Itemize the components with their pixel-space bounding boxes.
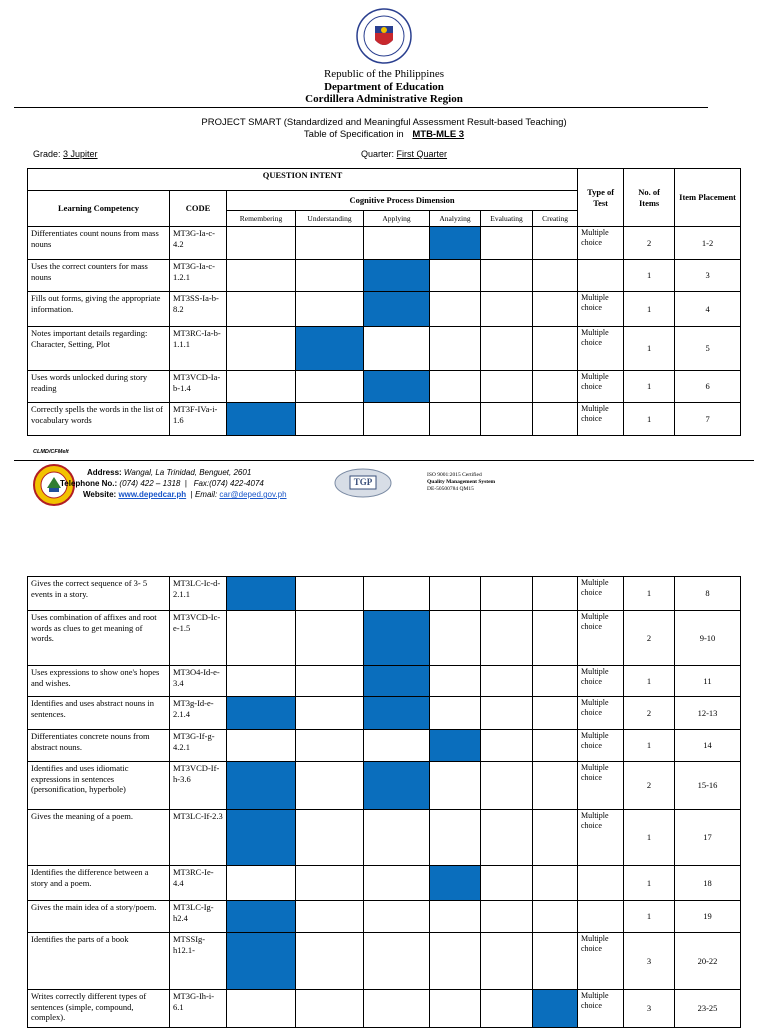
level-cell-evaluating: [481, 371, 533, 403]
level-cell-analyzing: [430, 371, 481, 403]
level-cell-applying: [364, 762, 430, 810]
competency-cell: Differentiates concrete nouns from abstract nouns.: [28, 730, 170, 762]
tos-table-page1: [27, 168, 741, 436]
type-of-test-cell: Multiple choice: [578, 762, 624, 810]
fax-value: Fax:(074) 422-4074: [193, 479, 264, 488]
project-line: PROJECT SMART (Standardized and Meaningful Assessment Result-based Teaching): [201, 117, 567, 128]
level-cell-creating: [533, 611, 578, 666]
code-cell: MT3LC-Ig-h2.4: [170, 901, 227, 933]
level-cell-applying: [364, 901, 430, 933]
code-cell: MT3G-Ih-i-6.1: [170, 990, 227, 1028]
no-of-items-cell: 1: [624, 371, 675, 403]
level-cell-analyzing: [430, 292, 481, 327]
level-cell-remembering: [227, 577, 296, 611]
deped-seal: [356, 8, 412, 64]
page1-rows: [28, 227, 741, 436]
item-placement-cell: 14: [675, 730, 741, 762]
no-of-items-header: No. of Items: [624, 169, 675, 227]
table-row: [28, 866, 741, 901]
address-line: [87, 468, 251, 477]
no-of-items-cell: 1: [624, 730, 675, 762]
type-of-test-cell: Multiple choice: [578, 933, 624, 990]
item-placement-cell: 9-10: [675, 611, 741, 666]
code-cell: MT3G-Ia-c-1.2.1: [170, 260, 227, 292]
tgp-text: TGP: [353, 477, 373, 487]
iso-line3: DE-50500784 QM15: [427, 486, 474, 492]
code-cell: MTSSIg-h12.1-: [170, 933, 227, 990]
type-of-test-cell: Multiple choice: [578, 666, 624, 697]
level-cell-creating: [533, 990, 578, 1028]
level-cell-applying: [364, 730, 430, 762]
tos-table-page2: [27, 576, 741, 1028]
table-row: [28, 933, 741, 990]
code-cell: MT3O4-Id-e-3.4: [170, 666, 227, 697]
level-cell-creating: [533, 730, 578, 762]
quarter-line: [361, 149, 447, 159]
table-row: [28, 577, 741, 611]
level-cell-creating: [533, 810, 578, 866]
level-cell-applying: [364, 403, 430, 436]
level-cell-creating: [533, 292, 578, 327]
tos-subject: MTB-MLE 3: [412, 129, 465, 140]
table-row: [28, 990, 741, 1028]
level-cell-remembering: [227, 327, 296, 371]
level-cell-understanding: [296, 990, 364, 1028]
telephone-label: Telephone No.:: [60, 479, 118, 488]
type-of-test-cell: Multiple choice: [578, 611, 624, 666]
level-cell-remembering: [227, 611, 296, 666]
type-of-test-cell: Multiple choice: [578, 730, 624, 762]
competency-cell: Uses expressions to show one's hopes and wishes.: [28, 666, 170, 697]
level-cell-applying: [364, 933, 430, 990]
code-cell: MT3LC-Ic-d-2.1.1: [170, 577, 227, 611]
no-of-items-cell: 2: [624, 762, 675, 810]
header-line3: Cordillera Administrative Region: [305, 93, 463, 105]
address-label: Address:: [87, 468, 122, 477]
website-link[interactable]: www.depedcar.ph: [118, 490, 187, 499]
item-placement-cell: 15-16: [675, 762, 741, 810]
table-row: [28, 371, 741, 403]
level-cell-understanding: [296, 866, 364, 901]
tos-prefix: Table of Specification in: [303, 129, 404, 140]
code-cell: MT3G-Ia-c-4.2: [170, 227, 227, 260]
code-header: CODE: [170, 191, 227, 227]
code-cell: MT3VCD-Ia-b-1.4: [170, 371, 227, 403]
table-row: [28, 227, 741, 260]
item-placement-cell: 1-2: [675, 227, 741, 260]
type-of-test-cell: Multiple choice: [578, 227, 624, 260]
level-cell-creating: [533, 866, 578, 901]
level-cell-creating: [533, 371, 578, 403]
seal-icon: [356, 8, 412, 64]
page2-rows: [28, 577, 741, 1028]
table-row: [28, 292, 741, 327]
iso-block: [427, 472, 495, 493]
level-cell-evaluating: [481, 403, 533, 436]
website-label: Website:: [83, 490, 117, 499]
telephone-value: (074) 422 – 1318: [119, 479, 181, 488]
level-cell-applying: [364, 866, 430, 901]
quarter-label: Quarter:: [361, 149, 395, 159]
no-of-items-cell: 1: [624, 292, 675, 327]
item-placement-cell: 18: [675, 866, 741, 901]
competency-cell: Identifies the parts of a book: [28, 933, 170, 990]
level-cell-evaluating: [481, 292, 533, 327]
level-cell-remembering: [227, 371, 296, 403]
item-placement-cell: 11: [675, 666, 741, 697]
type-of-test-header: Type of Test: [578, 169, 624, 227]
level-cell-evaluating: [481, 327, 533, 371]
level-cell-understanding: [296, 762, 364, 810]
level-cell-understanding: [296, 403, 364, 436]
competency-cell: Uses combination of affixes and root words as clues to get meaning of words.: [28, 611, 170, 666]
header-rule: [14, 107, 708, 108]
level-cell-applying: [364, 260, 430, 292]
address-value: Wangal, La Trinidad, Benguet, 2601: [123, 468, 252, 477]
competency-cell: Differentiates count nouns from mass nouns: [28, 227, 170, 260]
no-of-items-cell: 2: [624, 611, 675, 666]
code-cell: MT3LC-If-2.3: [170, 810, 227, 866]
competency-cell: Identifies and uses idiomatic expressions in sentences (personification, hyperbole): [28, 762, 170, 810]
competency-cell: Fills out forms, giving the appropriate information.: [28, 292, 170, 327]
level-applying: Applying: [364, 211, 430, 227]
level-cell-creating: [533, 697, 578, 730]
level-cell-creating: [533, 666, 578, 697]
level-cell-evaluating: [481, 666, 533, 697]
footer-rule: [14, 460, 754, 461]
code-cell: MT3RC-Ie-4.4: [170, 866, 227, 901]
level-cell-remembering: [227, 901, 296, 933]
no-of-items-cell: 1: [624, 666, 675, 697]
item-placement-header: Item Placement: [675, 169, 741, 227]
level-cell-understanding: [296, 577, 364, 611]
grade-value: 3 Jupiter: [63, 149, 98, 159]
item-placement-cell: 20-22: [675, 933, 741, 990]
level-analyzing: Analyzing: [430, 211, 481, 227]
no-of-items-cell: 1: [624, 403, 675, 436]
iso-line1: ISO 9001:2015 Certified: [427, 472, 482, 478]
item-placement-cell: 6: [675, 371, 741, 403]
code-cell: MT3F-IVa-i-1.6: [170, 403, 227, 436]
competency-cell: Gives the meaning of a poem.: [28, 810, 170, 866]
level-cell-understanding: [296, 933, 364, 990]
type-of-test-cell: Multiple choice: [578, 371, 624, 403]
type-of-test-cell: Multiple choice: [578, 810, 624, 866]
no-of-items-cell: 3: [624, 933, 675, 990]
competency-cell: Uses the correct counters for mass nouns: [28, 260, 170, 292]
level-cell-applying: [364, 810, 430, 866]
no-of-items-cell: 1: [624, 866, 675, 901]
phone-line: Telephone No.: (074) 422 – 1318 | Fax:(074) 422-4074: [60, 479, 264, 488]
level-cell-applying: [364, 611, 430, 666]
cognitive-process-header: Cognitive Process Dimension: [227, 191, 578, 211]
competency-cell: Gives the correct sequence of 3- 5 events in a story.: [28, 577, 170, 611]
level-cell-analyzing: [430, 810, 481, 866]
level-cell-understanding: [296, 697, 364, 730]
level-cell-understanding: [296, 611, 364, 666]
level-cell-evaluating: [481, 933, 533, 990]
header-line2: Department of Education: [324, 81, 444, 93]
no-of-items-cell: 1: [624, 260, 675, 292]
level-cell-understanding: [296, 901, 364, 933]
competency-cell: Correctly spells the words in the list of vocabulary words: [28, 403, 170, 436]
table-row: [28, 810, 741, 866]
competency-cell: Notes important details regarding: Character, Setting, Plot: [28, 327, 170, 371]
code-cell: MT3G-If-g-4.2.1: [170, 730, 227, 762]
item-placement-cell: 17: [675, 810, 741, 866]
code-cell: MT3RC-Ia-b-1.1.1: [170, 327, 227, 371]
level-cell-remembering: [227, 933, 296, 990]
no-of-items-cell: 1: [624, 901, 675, 933]
quarter-value: First Quarter: [396, 149, 448, 159]
level-cell-analyzing: [430, 730, 481, 762]
type-of-test-cell: [578, 901, 624, 933]
competency-cell: Identifies and uses abstract nouns in sentences.: [28, 697, 170, 730]
level-cell-remembering: [227, 697, 296, 730]
no-of-items-cell: 2: [624, 697, 675, 730]
code-note: CLMD/CFMelt: [33, 449, 69, 455]
level-cell-analyzing: [430, 762, 481, 810]
level-cell-understanding: [296, 666, 364, 697]
type-of-test-cell: Multiple choice: [578, 292, 624, 327]
web-line: Website: www.depedcar.ph | Email: car@deped.gov.ph: [83, 490, 287, 499]
level-cell-analyzing: [430, 866, 481, 901]
level-cell-applying: [364, 227, 430, 260]
tgp-logo: [334, 468, 392, 500]
item-placement-cell: 5: [675, 327, 741, 371]
table-row: [28, 697, 741, 730]
level-cell-remembering: [227, 730, 296, 762]
level-cell-remembering: [227, 762, 296, 810]
level-cell-creating: [533, 933, 578, 990]
level-cell-analyzing: [430, 327, 481, 371]
code-cell: MT3VCD-Ic-e-1.5: [170, 611, 227, 666]
no-of-items-cell: 1: [624, 327, 675, 371]
level-cell-remembering: [227, 866, 296, 901]
level-cell-creating: [533, 762, 578, 810]
level-cell-creating: [533, 577, 578, 611]
level-cell-applying: [364, 697, 430, 730]
level-cell-creating: [533, 901, 578, 933]
code-cell: MT3VCD-If-h-3.6: [170, 762, 227, 810]
email-link[interactable]: car@deped.gov.ph: [219, 490, 287, 499]
competency-cell: Uses words unlocked during story reading: [28, 371, 170, 403]
no-of-items-cell: 2: [624, 227, 675, 260]
level-cell-evaluating: [481, 227, 533, 260]
level-creating: Creating: [533, 211, 578, 227]
item-placement-cell: 3: [675, 260, 741, 292]
level-cell-evaluating: [481, 730, 533, 762]
level-cell-analyzing: [430, 611, 481, 666]
level-cell-analyzing: [430, 577, 481, 611]
level-cell-applying: [364, 292, 430, 327]
level-cell-analyzing: [430, 933, 481, 990]
level-cell-evaluating: [481, 611, 533, 666]
level-cell-analyzing: [430, 260, 481, 292]
question-intent-header: QUESTION INTENT: [28, 169, 578, 191]
tos-line: [0, 129, 768, 140]
no-of-items-cell: 1: [624, 810, 675, 866]
item-placement-cell: 4: [675, 292, 741, 327]
level-cell-remembering: [227, 810, 296, 866]
level-cell-analyzing: [430, 403, 481, 436]
level-cell-understanding: [296, 260, 364, 292]
level-understanding: Understanding: [296, 211, 364, 227]
level-cell-remembering: [227, 990, 296, 1028]
level-cell-evaluating: [481, 901, 533, 933]
table-row: [28, 666, 741, 697]
table-row: [28, 611, 741, 666]
level-cell-remembering: [227, 292, 296, 327]
level-cell-understanding: [296, 292, 364, 327]
competency-cell: Gives the main idea of a story/poem.: [28, 901, 170, 933]
code-cell: MT3g-Id-e-2.1.4: [170, 697, 227, 730]
header-line1: Republic of the Philippines: [323, 68, 445, 80]
table-row: [28, 901, 741, 933]
level-remembering: Remembering: [227, 211, 296, 227]
email-label: Email:: [194, 490, 218, 499]
level-cell-understanding: [296, 810, 364, 866]
type-of-test-cell: Multiple choice: [578, 327, 624, 371]
learning-competency-header: Learning Competency: [28, 191, 170, 227]
level-cell-evaluating: [481, 866, 533, 901]
level-cell-applying: [364, 371, 430, 403]
level-cell-applying: [364, 327, 430, 371]
level-cell-creating: [533, 260, 578, 292]
level-cell-evaluating: [481, 577, 533, 611]
level-cell-understanding: [296, 730, 364, 762]
code-cell: MT3SS-Ia-b-8.2: [170, 292, 227, 327]
item-placement-cell: 12-13: [675, 697, 741, 730]
table-row: [28, 403, 741, 436]
level-cell-remembering: [227, 666, 296, 697]
level-cell-remembering: [227, 403, 296, 436]
type-of-test-cell: [578, 866, 624, 901]
competency-cell: Identifies the difference between a story and a poem.: [28, 866, 170, 901]
level-cell-evaluating: [481, 762, 533, 810]
level-cell-applying: [364, 990, 430, 1028]
level-evaluating: Evaluating: [481, 211, 533, 227]
item-placement-cell: 7: [675, 403, 741, 436]
level-cell-applying: [364, 666, 430, 697]
type-of-test-cell: Multiple choice: [578, 403, 624, 436]
level-cell-applying: [364, 577, 430, 611]
level-cell-creating: [533, 227, 578, 260]
table-row: [28, 327, 741, 371]
level-cell-analyzing: [430, 901, 481, 933]
no-of-items-cell: 1: [624, 577, 675, 611]
competency-cell: Writes correctly different types of sentences (simple, compound, complex).: [28, 990, 170, 1028]
level-cell-analyzing: [430, 697, 481, 730]
level-cell-understanding: [296, 327, 364, 371]
type-of-test-cell: [578, 260, 624, 292]
level-cell-evaluating: [481, 990, 533, 1028]
item-placement-cell: 8: [675, 577, 741, 611]
level-cell-analyzing: [430, 666, 481, 697]
table-row: [28, 730, 741, 762]
level-cell-understanding: [296, 227, 364, 260]
level-cell-remembering: [227, 260, 296, 292]
item-placement-cell: 23-25: [675, 990, 741, 1028]
level-cell-analyzing: [430, 990, 481, 1028]
item-placement-cell: 19: [675, 901, 741, 933]
grade-line: [33, 149, 98, 159]
type-of-test-cell: Multiple choice: [578, 577, 624, 611]
table-row: [28, 260, 741, 292]
level-cell-analyzing: [430, 227, 481, 260]
table-row: [28, 762, 741, 810]
type-of-test-cell: Multiple choice: [578, 697, 624, 730]
level-cell-evaluating: [481, 697, 533, 730]
level-cell-evaluating: [481, 260, 533, 292]
level-cell-understanding: [296, 371, 364, 403]
level-cell-remembering: [227, 227, 296, 260]
no-of-items-cell: 3: [624, 990, 675, 1028]
level-cell-creating: [533, 403, 578, 436]
type-of-test-cell: Multiple choice: [578, 990, 624, 1028]
level-cell-evaluating: [481, 810, 533, 866]
iso-line2: Quality Management System: [427, 479, 496, 485]
level-cell-creating: [533, 327, 578, 371]
grade-label: Grade:: [33, 149, 61, 159]
